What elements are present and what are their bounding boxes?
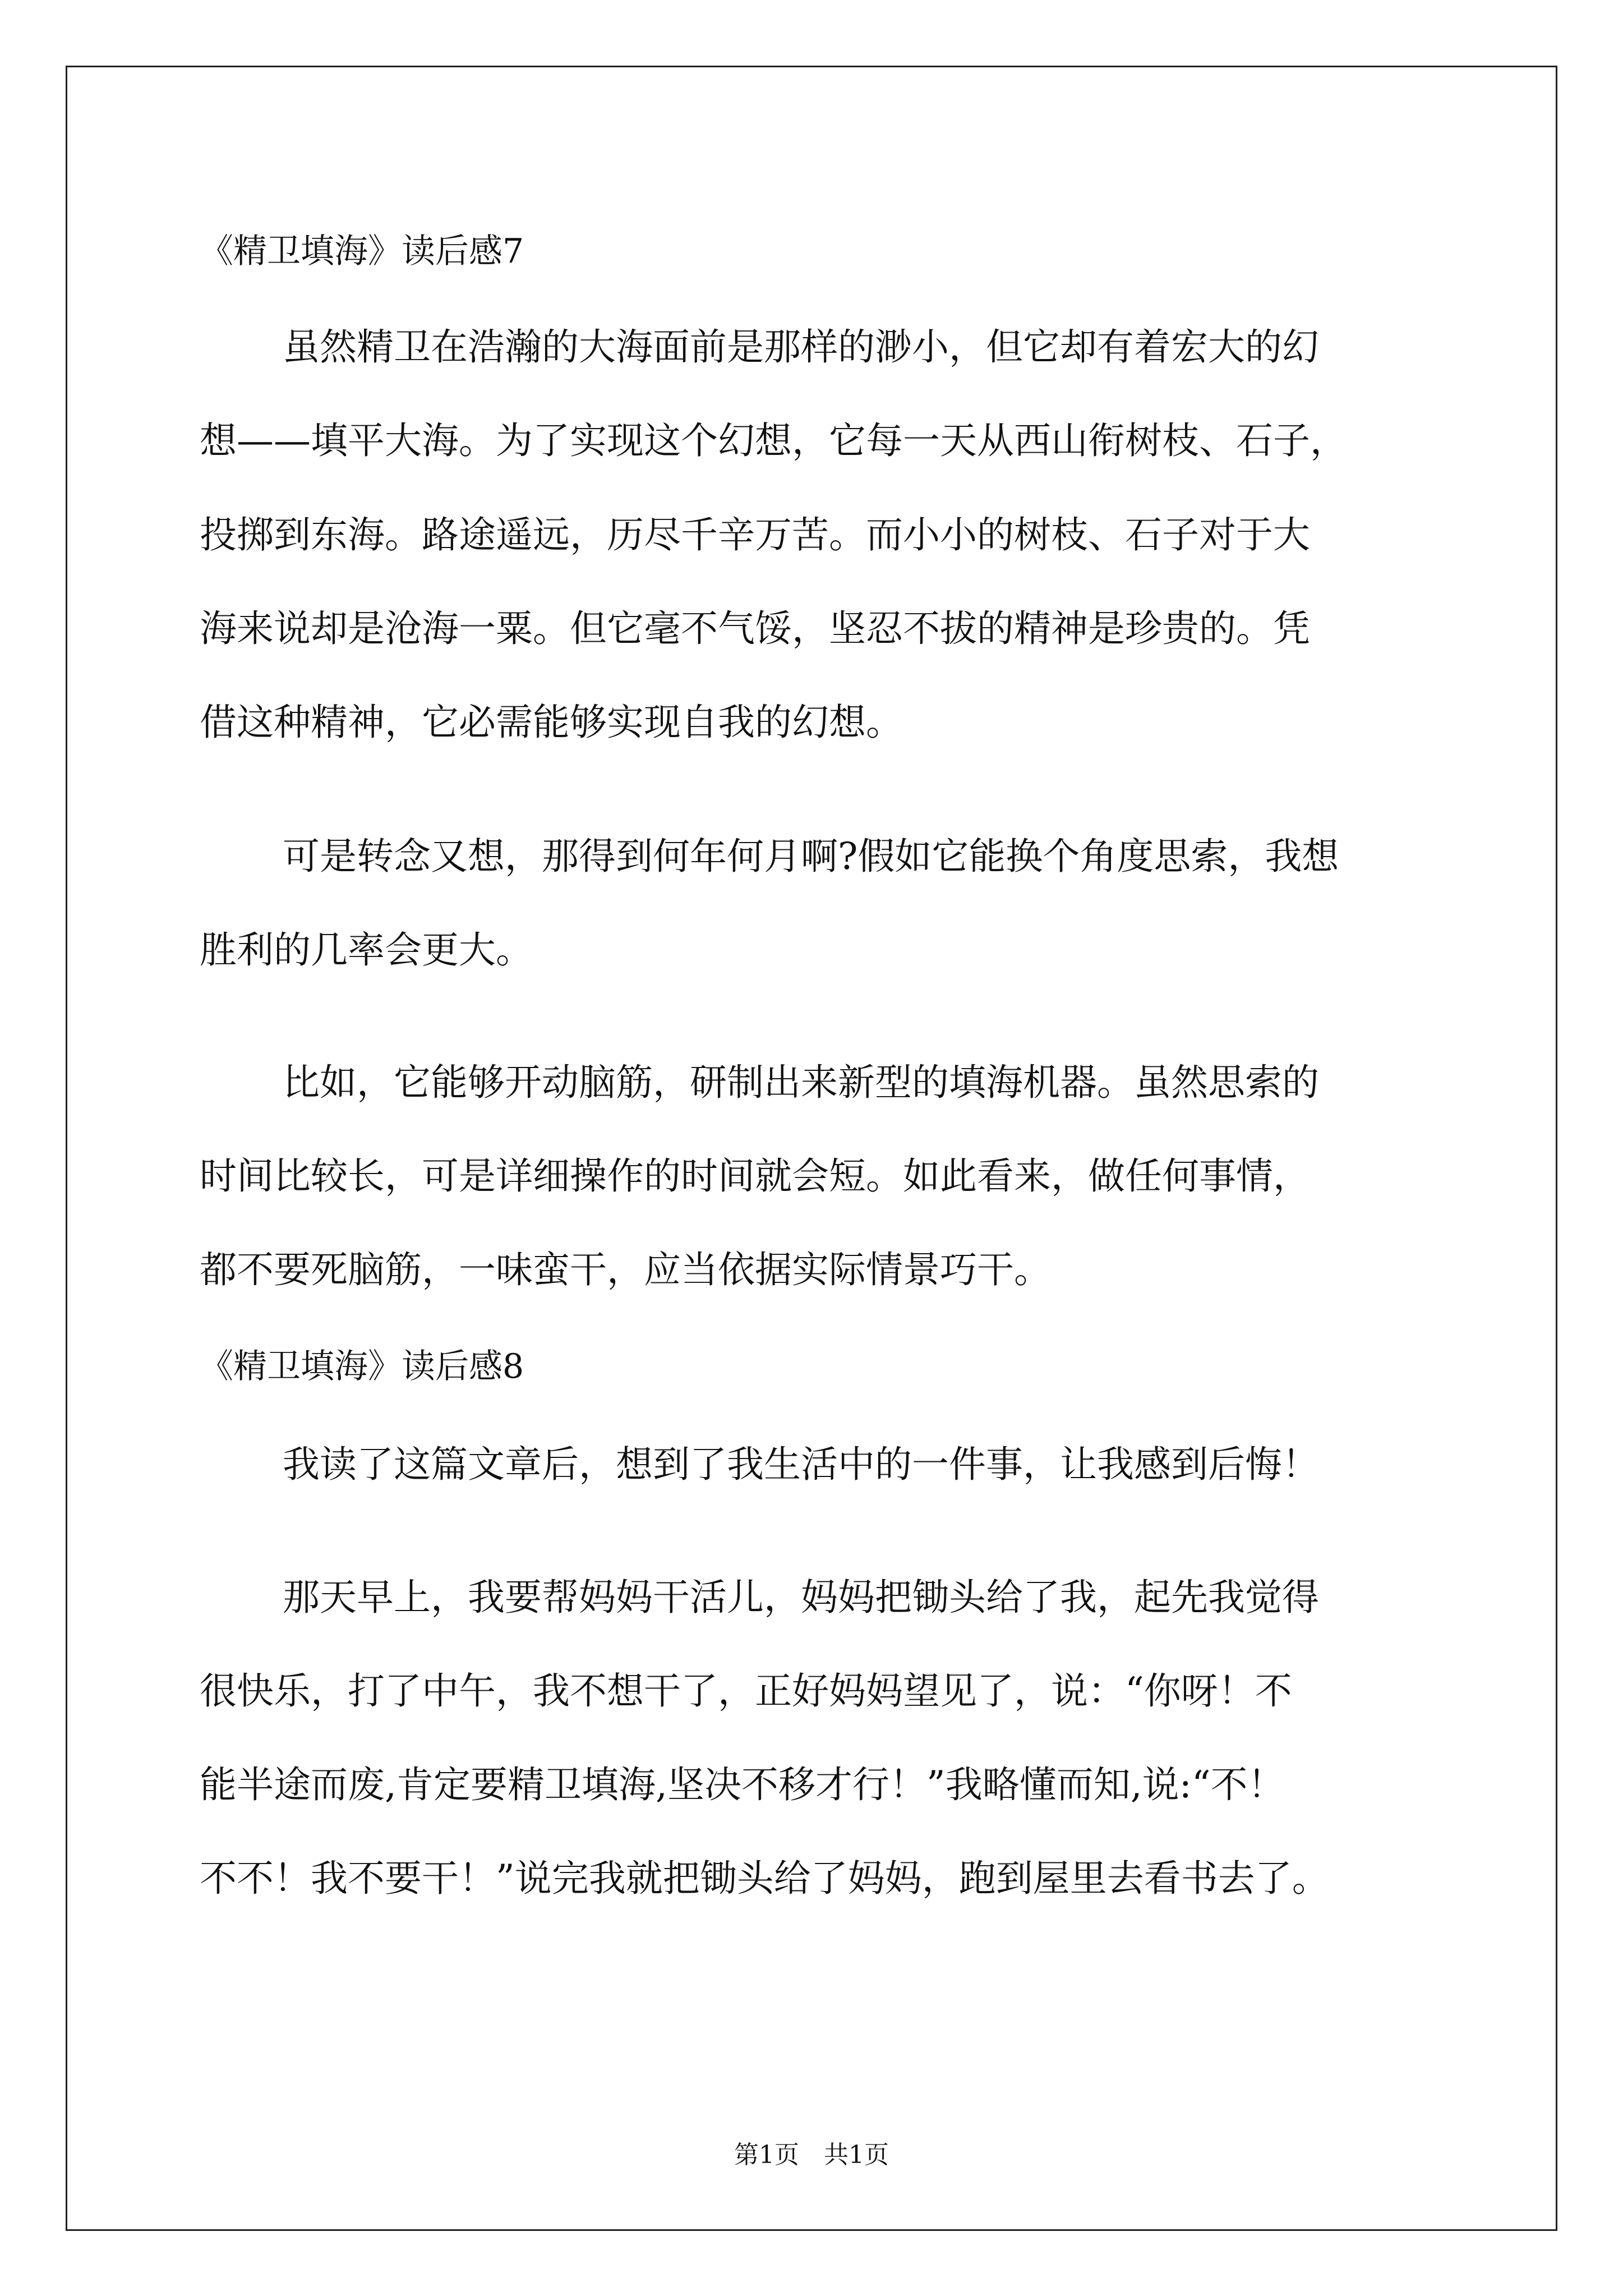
paragraph-line: 借这种精神，它必需能够实现自我的幻想。 <box>200 701 903 744</box>
paragraph-line: 虽然精卫在浩瀚的大海面前是那样的渺小，但它却有着宏大的幻 <box>283 325 1319 369</box>
paragraph-line: 海来说却是沧海一粟。但它毫不气馁，坚忍不拔的精神是珍贵的。凭 <box>200 607 1310 650</box>
paragraph-line: 时间比较长，可是详细操作的时间就会短。如此看来，做任何事情， <box>200 1154 1310 1198</box>
paragraph-line: 比如，它能够开动脑筋，研制出来新型的填海机器。虽然思索的 <box>283 1061 1319 1104</box>
paragraph-line: 想——填平大海。为了实现这个幻想，它每一天从西山衔树枝、石子， <box>200 419 1347 462</box>
paragraph-line: 都不要死脑筋，一味蛮干，应当依据实际情景巧干。 <box>200 1248 1051 1291</box>
paragraph-line: 投掷到东海。路途遥远，历尽千辛万苦。而小小的树枝、石子对于大 <box>200 513 1310 556</box>
paragraph-line: 很快乐，打了中午，我不想干了，正好妈妈望见了，说：“你呀！不 <box>200 1669 1292 1713</box>
paragraph-line: 那天早上，我要帮妈妈干活儿，妈妈把锄头给了我，起先我觉得 <box>283 1576 1319 1619</box>
section-heading: 《精卫填海》读后感7 <box>200 232 524 271</box>
paragraph-line: 能半途而废,肯定要精卫填海,坚决不移才行！”我略懂而知,说:“不！ <box>200 1763 1285 1806</box>
paragraph-line: 不不！我不要干！”说完我就把锄头给了妈妈，跑到屋里去看书去了。 <box>200 1857 1329 1900</box>
page-footer: 第1页 共1页 <box>734 2141 889 2169</box>
section-heading: 《精卫填海》读后感8 <box>200 1347 524 1386</box>
paragraph-line: 我读了这篇文章后，想到了我生活中的一件事，让我感到后悔！ <box>283 1443 1319 1486</box>
paragraph-line: 可是转念又想，那得到何年何月啊?假如它能换个角度思索，我想 <box>283 835 1339 878</box>
paragraph-line: 胜利的几率会更大。 <box>200 928 533 972</box>
